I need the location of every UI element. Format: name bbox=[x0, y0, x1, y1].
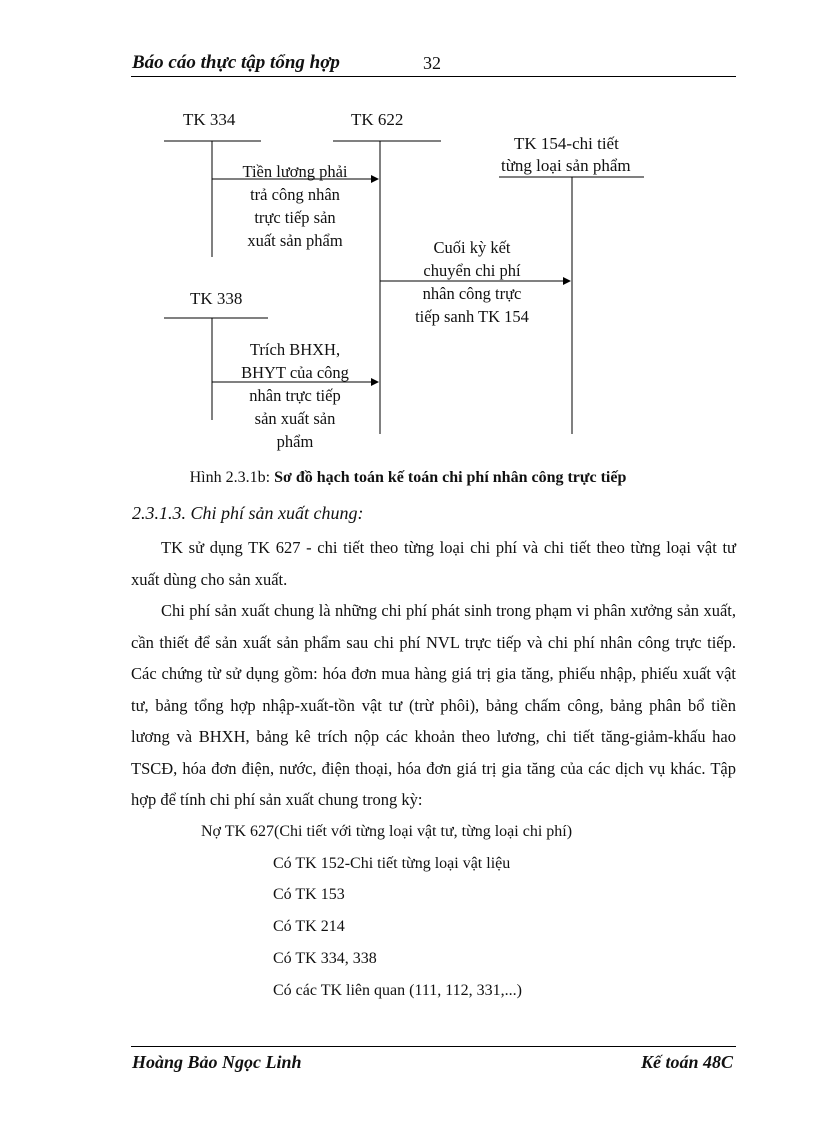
flow-334-622 bbox=[215, 160, 375, 252]
flow-338-622-line: Trích BHXH, bbox=[249, 340, 341, 359]
tk622-label: TK 622 bbox=[351, 110, 404, 129]
flow-338-622-line: BHYT của công bbox=[241, 363, 349, 382]
section-title: 2.3.1.3. Chi phí sản xuất chung: bbox=[132, 503, 364, 523]
flow-334-622-line: trực tiếp sản bbox=[254, 208, 336, 227]
flow-622-154-line: nhân công trực bbox=[422, 284, 522, 303]
accounting-diagram bbox=[0, 0, 816, 470]
page-number: 32 bbox=[423, 53, 441, 73]
footer-class: Kế toán 48C bbox=[640, 1052, 733, 1072]
body-text bbox=[131, 532, 736, 816]
flow-622-154-line: Cuối kỳ kết bbox=[433, 238, 511, 257]
diagram-lines bbox=[0, 0, 816, 470]
tk154-label-line1: TK 154-chi tiết bbox=[514, 134, 619, 153]
credit-entry: Có TK 153 bbox=[273, 886, 345, 903]
figure-caption bbox=[0, 469, 816, 487]
flow-338-622-line: nhân trực tiếp bbox=[249, 386, 341, 405]
credit-entry: Có các TK liên quan (111, 112, 331,...) bbox=[273, 982, 522, 999]
flow-338-622-line: sản xuất sản bbox=[254, 409, 336, 428]
credit-entry: Có TK 152-Chi tiết từng loại vật liệu bbox=[273, 855, 511, 872]
caption-prefix: Hình 2.3.1b: bbox=[189, 469, 275, 486]
tk334-label: TK 334 bbox=[183, 110, 236, 129]
caption-title: Sơ đồ hạch toán kế toán chi phí nhân công trực tiếp bbox=[274, 469, 627, 486]
flow-622-154-line: tiếp sanh TK 154 bbox=[415, 307, 529, 326]
flow-334-622-line: Tiền lương phải bbox=[242, 162, 348, 181]
flow-334-622-line: xuất sản phẩm bbox=[247, 231, 343, 250]
header-title: Báo cáo thực tập tổng hợp bbox=[132, 52, 340, 73]
debit-entry: Nợ TK 627(Chi tiết với từng loại vật tư, từng loại chi phí) bbox=[201, 823, 573, 840]
footer-author: Hoàng Bảo Ngọc Linh bbox=[132, 1052, 302, 1072]
footer-rule bbox=[131, 1046, 736, 1047]
flow-338-622 bbox=[215, 338, 375, 453]
paragraph: TK sử dụng TK 627 - chi tiết theo từng loại chi phí và chi tiết theo từng loại vật tư xuất dùng cho sản xuất. bbox=[131, 538, 736, 589]
paragraph: Chi phí sản xuất chung là những chi phí phát sinh trong phạm vi phân xưởng sản xuất, cần thiết để sản xuất sản phẩm sau chi phí NVL trực tiếp và chi phí nhân công trực tiếp. Các chứng từ sử dụng gồm: hóa đơn mua hàng giá trị gia tăng, phiếu nhập, phiếu xuất vật tư, bảng tổng hợp nhập-xuất-tồn vật tư (trừ phôi), bảng chấm công, bảng phân bổ tiền lương và BHXH, bảng kê trích nộp các khoản theo lương, chi tiết tăng-giảm-khấu hao TSCĐ, hóa đơn điện, nước, điện thoại, hóa đơn giá trị gia tăng của các dịch vụ khác. Tập hợp để tính chi phí sản xuất chung trong kỳ: bbox=[131, 601, 736, 809]
flow-338-622-line: phẩm bbox=[276, 432, 314, 451]
credit-entry: Có TK 334, 338 bbox=[273, 950, 377, 967]
flow-334-622-line: trả công nhân bbox=[250, 185, 340, 204]
tk338-label: TK 338 bbox=[190, 289, 243, 308]
flow-622-154 bbox=[392, 236, 552, 328]
flow-622-154-line: chuyển chi phí bbox=[423, 261, 521, 280]
tk154-label-line2: từng loại sản phẩm bbox=[501, 156, 631, 175]
credit-entry: Có TK 214 bbox=[273, 918, 345, 935]
